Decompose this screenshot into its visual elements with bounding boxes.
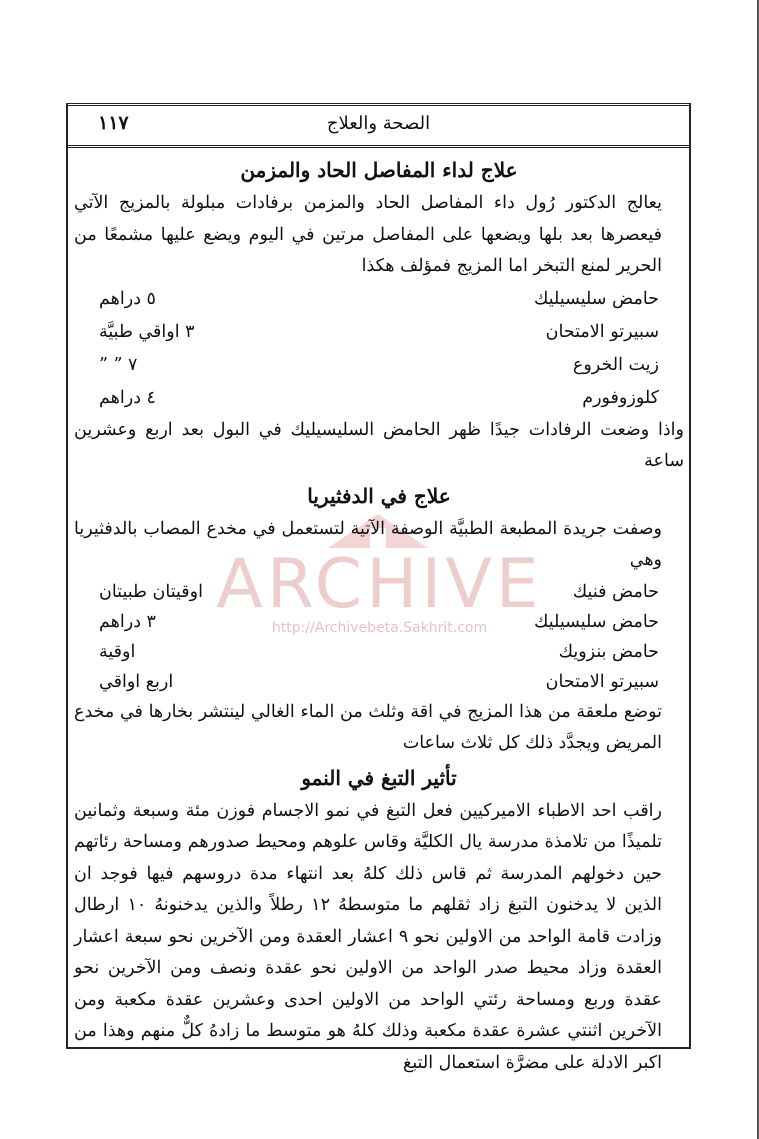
recipe-row xyxy=(99,316,659,349)
recipe-row xyxy=(99,349,659,382)
paragraph-tobacco: راقب احد الاطباء الاميركيين فعل التبغ في نمو الاجسام فوزن مئة وسبعة وثمانين تلميذًا من تلامذة مدرسة يال الكليَّة وقاس علوهم ومحيط صدورهم ومساحة رئاتهم حين دخولهم المدرسة ثم قاس ذلك كلهُ بعد انتهاء مدة دروسهم فيها فوجد ان الذين لا يدخنون التبغ زاد ثقلهم ما متوسطهُ ١٢ رطلاً والذين يدخنونهُ ١٠ ارطال وزادت قامة الواحد من الاولين نحو ٩ اعشار العقدة ومن الآخرين نحو سبعة اعشار العقدة وزاد محيط صدر الواحد من الاولين نحو عقدة ونصف ومن الآخرين نحو عقدة وربع ومساحة رئتي الواحد من الاولين احدى وعشرين عقدة مكعبة ومن الآخرين اثنتي عشرة عقدة مكعبة وذلك كلهُ هو متوسط ما زادهُ كلٌّ منهم وهذا من اكبر الادلة على مضرَّة استعمال التبغ xyxy=(74,800,663,1073)
ingredient-quantity: اوقيتان طبيتان xyxy=(99,581,203,602)
ingredient-name: سبيرتو الامتحان xyxy=(545,321,659,342)
running-title: الصحة والعلاج xyxy=(326,113,431,134)
paragraph-diphtheria-note: توضع ملعقة من هذا المزيج في اقة وثلث من الماء الغالي لينتشر بخارها في مخدع المريض ويجدَّد ذلك كل ثلاث ساعات xyxy=(74,701,662,753)
section-heading-arthritis: علاج لداء المفاصل الحاد والمزمن xyxy=(240,158,518,182)
ingredient-name: سبيرتو الامتحان xyxy=(545,671,659,692)
recipe-diphtheria xyxy=(99,577,659,697)
ingredient-name: حامض سليسيليك xyxy=(534,611,659,632)
ingredient-quantity: ٥ دراهم xyxy=(99,288,156,309)
recipe-row xyxy=(99,667,659,697)
ingredient-quantity: اوقية xyxy=(99,641,136,662)
ingredient-quantity: ٤ دراهم xyxy=(99,387,156,408)
ingredient-quantity: ٧ ” ” xyxy=(99,354,138,375)
ingredient-name: حامض بنزويك xyxy=(558,641,659,662)
ingredient-quantity: اربع اواقي xyxy=(99,671,174,692)
page-header xyxy=(66,103,691,148)
recipe-row xyxy=(99,283,659,316)
ingredient-name: كلوزوفورم xyxy=(582,387,659,408)
recipe-row xyxy=(99,577,659,607)
paragraph-arthritis-note: واذا وضعت الرفادات جيدًا ظهر الحامض السليسيليك في البول بعد اربع وعشرين ساعة xyxy=(74,419,684,471)
section-heading-diphtheria: علاج في الدفثيريا xyxy=(307,483,451,508)
watermark-text: ARCHIVE xyxy=(216,545,543,624)
ingredient-quantity: ٣ دراهم xyxy=(99,611,156,632)
paragraph-diphtheria-intro: وصفت جريدة المطبعة الطبيَّة الوصفة الآتية لتستعمل في مخدع المصاب بالدفثيريا وهي xyxy=(74,518,662,570)
recipe-arthritis xyxy=(99,283,659,415)
watermark-url: http://Archivebeta.Sakhrit.com xyxy=(271,620,488,636)
recipe-row xyxy=(99,607,659,637)
section-heading-tobacco: تأثير التبغ في النمو xyxy=(301,765,457,790)
ingredient-quantity: ٣ اواقي طبيَّة xyxy=(99,321,195,342)
article-body xyxy=(74,152,684,1073)
ingredient-name: حامض فنيك xyxy=(572,581,659,602)
ingredient-name: زيت الخروع xyxy=(572,354,659,375)
recipe-row xyxy=(99,382,659,415)
recipe-row xyxy=(99,637,659,667)
page-number: ١١٧ xyxy=(98,112,129,134)
ingredient-name: حامض سليسيليك xyxy=(534,288,659,309)
paragraph-arthritis-intro: يعالج الدكتور رُول داء المفاصل الحاد والمزمن برفادات مبلولة بالمزيج الآتي فيعصرها بعد بلها ويضعها على المفاصل مرتين في اليوم ويضع عليها مشمعًا من الحرير لمنع التبخر اما المزيج فمؤلف هكذا xyxy=(74,193,662,276)
